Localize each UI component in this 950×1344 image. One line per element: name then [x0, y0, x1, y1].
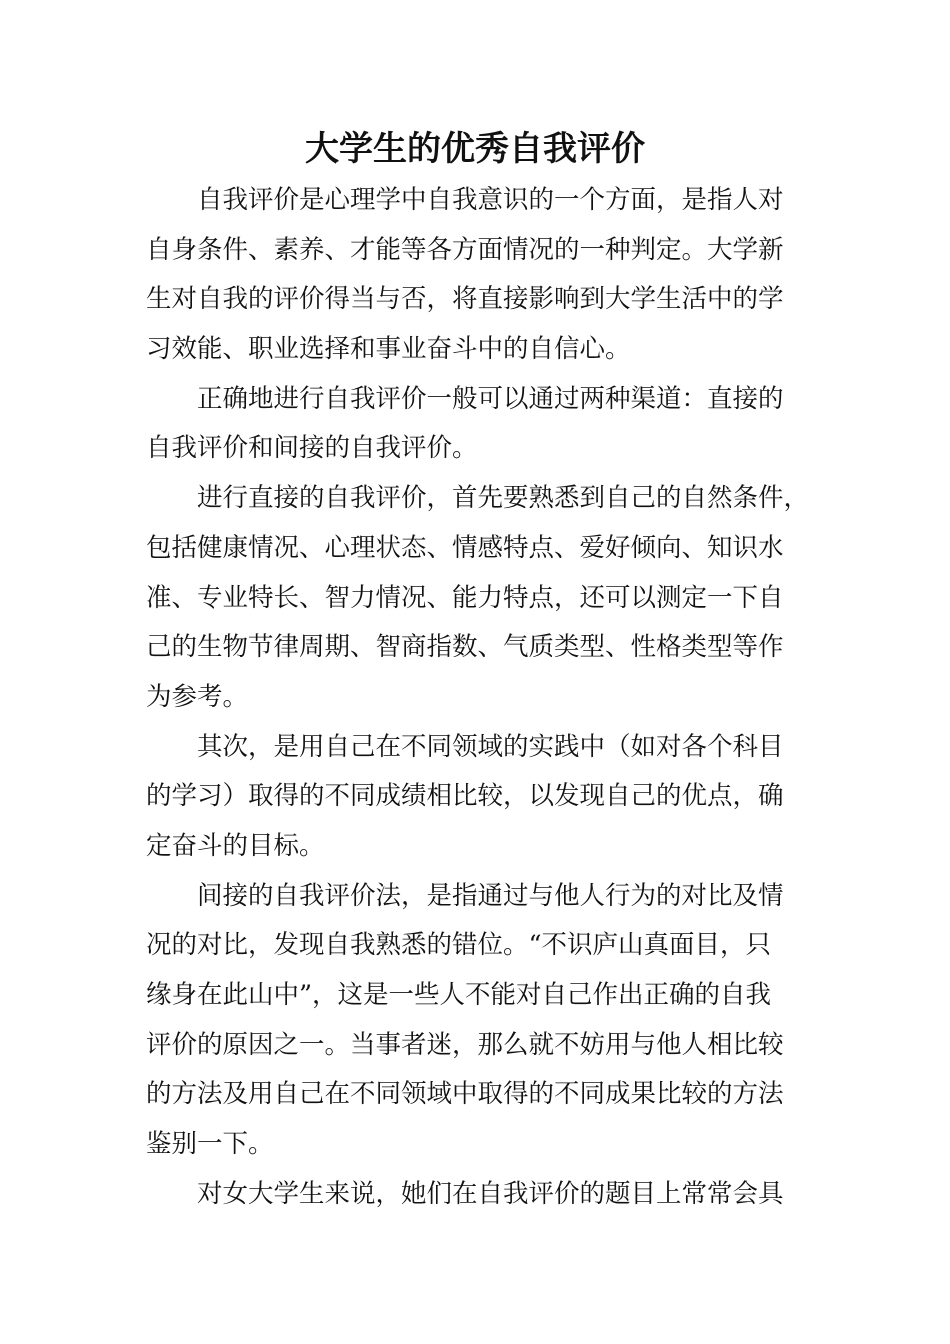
paragraph-line: 定奋斗的目标。 [146, 830, 325, 861]
paragraph-6 [146, 1170, 810, 1220]
paragraph-4 [146, 723, 810, 872]
document-body [146, 176, 810, 1219]
paragraph-line: 其次，是用自己在不同领域的实践中（如对各个科目 [197, 731, 784, 762]
paragraph-2 [146, 375, 810, 474]
paragraph-line: 习效能、职业选择和事业奋斗中的自信心。 [146, 334, 631, 365]
paragraph-line: 的学习）取得的不同成绩相比较，以发现自己的优点，确 [146, 781, 784, 812]
paragraph-line: 的方法及用自己在不同领域中取得的不同成果比较的方法 [146, 1079, 784, 1110]
paragraph-line: 况的对比，发现自我熟悉的错位。“不识庐山真面目，只 [146, 930, 772, 961]
paragraph-line: 生对自我的评价得当与否，将直接影响到大学生活中的学 [146, 284, 784, 315]
paragraph-line: 进行直接的自我评价，首先要熟悉到自己的自然条件， [197, 483, 810, 514]
paragraph-5 [146, 872, 810, 1170]
paragraph-line: 评价的原因之一。当事者迷，那么就不妨用与他人相比较 [146, 1029, 784, 1060]
paragraph-line: 自我评价和间接的自我评价。 [146, 433, 478, 464]
paragraph-line: 包括健康情况、心理状态、情感特点、爱好倾向、知识水 [146, 532, 784, 563]
paragraph-line: 鉴别一下。 [146, 1129, 274, 1160]
paragraph-line: 正确地进行自我评价一般可以通过两种渠道：直接的 [197, 383, 784, 414]
paragraph-line: 准、专业特长、智力情况、能力特点，还可以测定一下自 [146, 582, 784, 613]
paragraph-line: 为参考。 [146, 681, 249, 712]
paragraph-line: 对女大学生来说，她们在自我评价的题目上常常会具 [197, 1178, 784, 1209]
paragraph-line: 己的生物节律周期、智商指数、气质类型、性格类型等作 [146, 632, 784, 663]
paragraph-line: 缘身在此山中”，这是一些人不能对自己作出正确的自我 [146, 980, 772, 1010]
paragraph-3 [146, 474, 810, 722]
paragraph-line: 自我评价是心理学中自我意识的一个方面，是指人对 [197, 185, 784, 215]
paragraph-line: 自身条件、素养、才能等各方面情况的一种判定。大学新 [146, 234, 784, 265]
paragraph-line: 间接的自我评价法，是指通过与他人行为的对比及情 [197, 880, 784, 911]
paragraph-1 [146, 176, 810, 375]
document-title: 大学生的优秀自我评价 [305, 129, 645, 169]
